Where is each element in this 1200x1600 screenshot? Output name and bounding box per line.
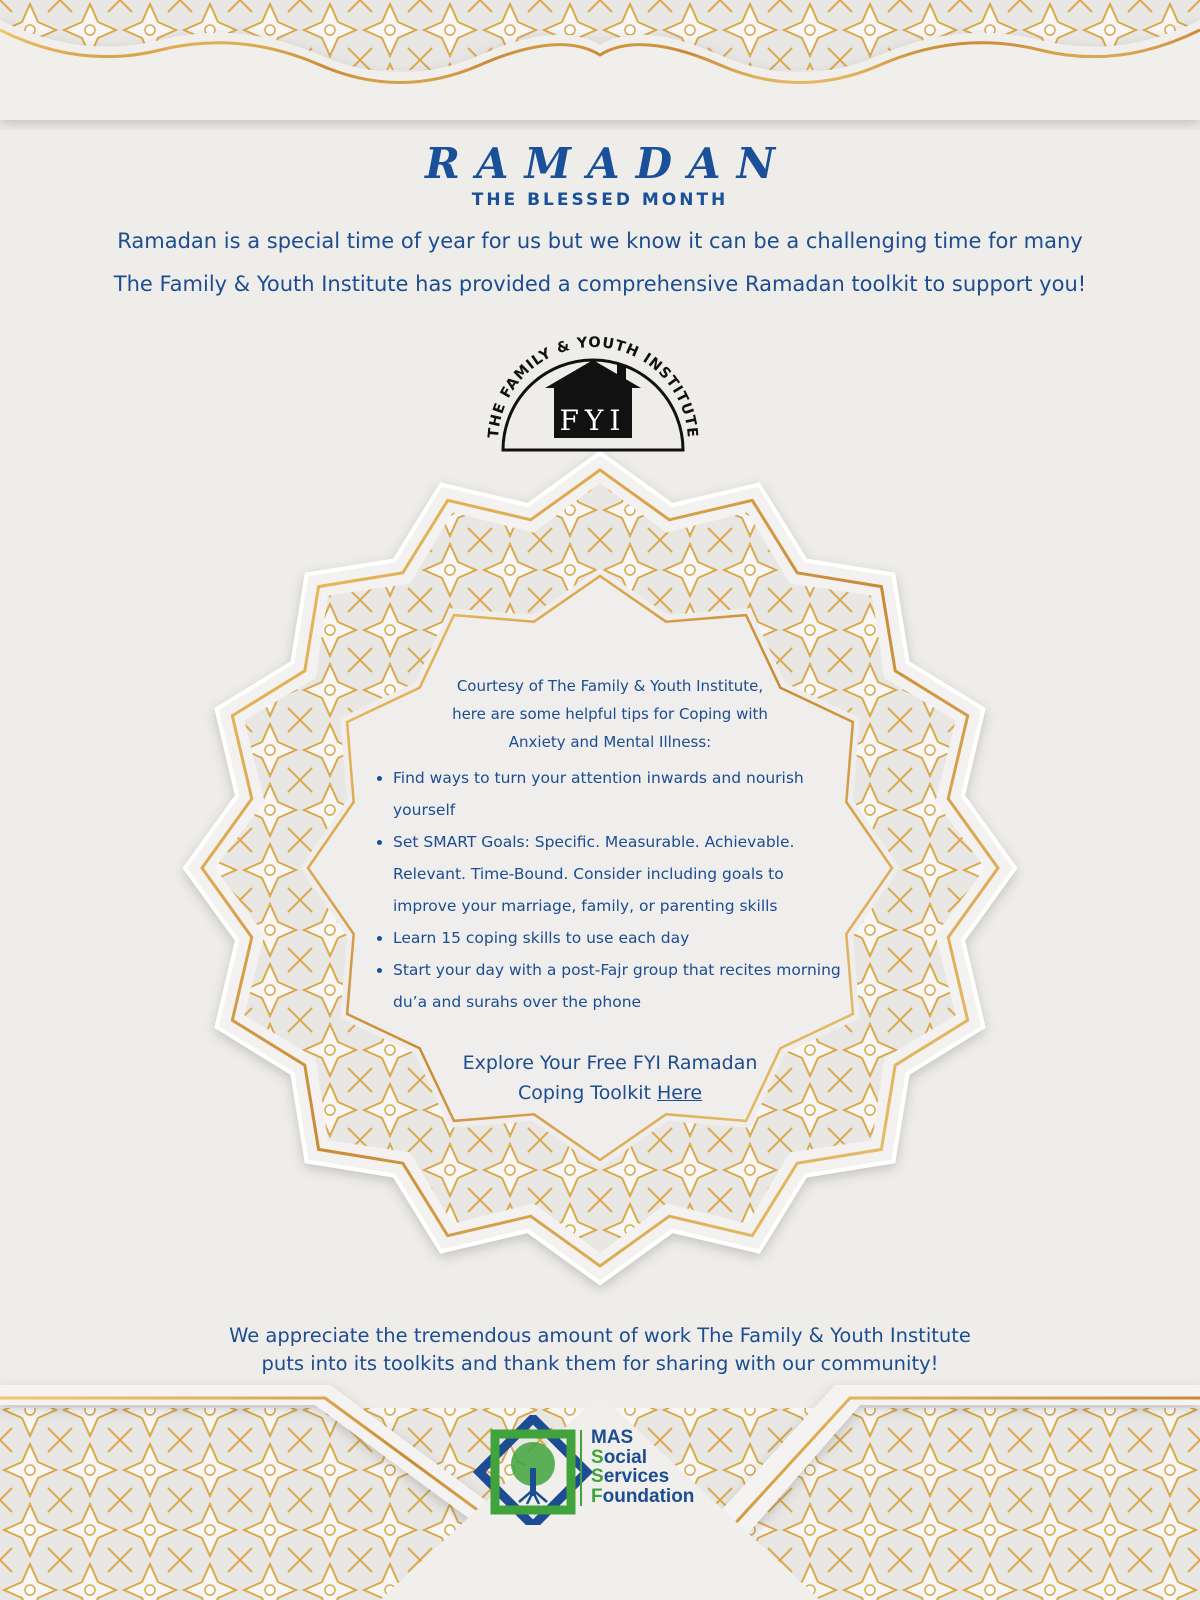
fyi-logo — [478, 330, 708, 460]
mas-wordmark — [591, 1428, 694, 1506]
mas-divider — [580, 1430, 582, 1506]
tip-item: • Learn 15 coping skills to use each day — [393, 922, 845, 954]
intro-line-2: The Family & Youth Institute has provided a comprehensive Ramadan toolkit to support you! — [113, 272, 1087, 296]
tip-item: • Find ways to turn your attention inwards and nourish yourself — [393, 762, 845, 826]
page-subtitle: THE BLESSED MONTH — [471, 190, 729, 210]
tip-item: • Start your day with a post-Fajr group that recites morning du’a and surahs over the phone — [393, 954, 845, 1018]
card-intro — [375, 672, 845, 756]
fyi-letters: FYI — [559, 404, 627, 437]
title-block — [0, 140, 1200, 210]
card-intro-line-2: here are some helpful tips for Coping with — [452, 705, 768, 723]
fyi-arc-text: THE FAMILY & YOUTH INSTITUTE — [485, 334, 701, 439]
thanks-line-2: puts into its toolkits and thank them for sharing with our community! — [261, 1352, 939, 1375]
mas-line-3: Services — [591, 1466, 670, 1487]
top-geometric-band — [0, 0, 1200, 120]
cta-line-1: Explore Your Free FYI Ramadan — [462, 1052, 758, 1074]
toolkit-link[interactable]: Here — [657, 1082, 703, 1104]
tips-card — [375, 672, 845, 1108]
page-title: RAMADAN — [425, 139, 791, 188]
card-intro-line-1: Courtesy of The Family & Youth Institute, — [456, 677, 764, 695]
intro-line-1: Ramadan is a special time of year for us but we know it can be a challenging time for many — [117, 229, 1083, 253]
thanks-message — [0, 1322, 1200, 1378]
card-intro-line-3: Anxiety and Mental Illness: — [508, 733, 712, 751]
thanks-line-1: We appreciate the tremendous amount of work The Family & Youth Institute — [229, 1324, 971, 1347]
tips-list — [375, 762, 845, 1018]
mas-line-1: MAS — [591, 1427, 634, 1448]
cta-line-2-prefix: Coping Toolkit — [517, 1082, 657, 1104]
mas-line-2: Social — [591, 1446, 647, 1468]
toolkit-cta — [375, 1048, 845, 1108]
tip-item: • Set SMART Goals: Specific. Measurable. Achievable. Relevant. Time-Bound. Consider including goals to improve your marriage, family, or parenting skills — [393, 826, 845, 922]
mas-line-4: Foundation — [591, 1485, 695, 1507]
